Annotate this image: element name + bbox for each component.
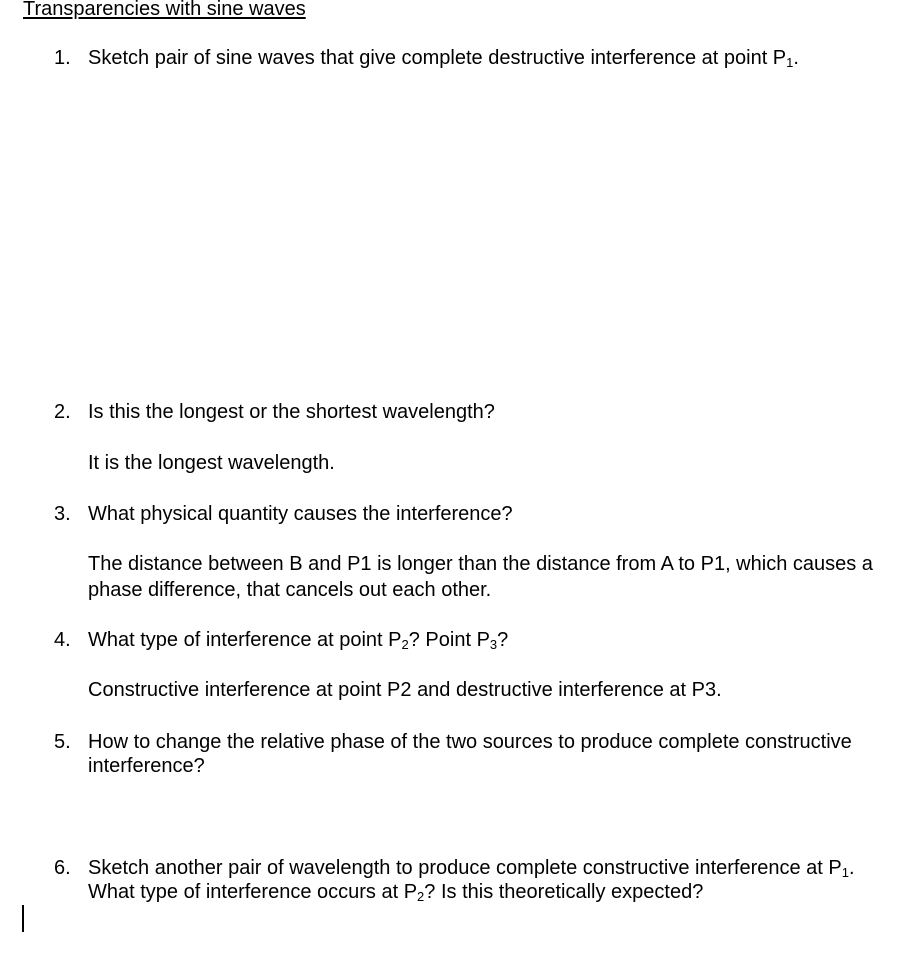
question-text: Is this the longest or the shortest wavelength? xyxy=(88,401,495,423)
question-3 xyxy=(54,502,884,526)
question-number: 2. xyxy=(54,401,71,423)
question-text: What type of interference at point $P_2$? Point $P_3$? xyxy=(88,629,509,652)
text-cursor[interactable] xyxy=(22,905,24,932)
question-number: 4. xyxy=(54,629,71,651)
question-text: Sketch pair of sine waves that give complete destructive interference at point $P_1$. xyxy=(88,47,799,70)
answer-3: The distance between B and P1 is longer than the distance from A to P1, which causes a phase difference, that cancels out each other. xyxy=(88,553,873,601)
answer-2: It is the longest wavelength. xyxy=(88,452,335,474)
question-number: 5. xyxy=(54,731,71,753)
document-title: Transparencies with sine waves xyxy=(23,0,306,20)
question-text: Sketch another pair of wavelength to produce complete constructive interference at $P_1$. What type of interference occurs at $P_2$? Is this theoretically expected? xyxy=(88,857,855,904)
question-text: What physical quantity causes the interference? xyxy=(88,503,513,525)
question-number: 6. xyxy=(54,857,71,879)
question-5 xyxy=(54,730,884,778)
question-number: 1. xyxy=(54,47,71,69)
question-1 xyxy=(54,46,884,70)
answer-4: Constructive interference at point P2 and destructive interference at P3. xyxy=(88,679,722,701)
question-text: How to change the relative phase of the two sources to produce complete constructive interference? xyxy=(88,731,852,777)
question-number: 3. xyxy=(54,503,71,525)
question-4 xyxy=(54,628,884,652)
question-6 xyxy=(54,856,884,904)
question-2 xyxy=(54,400,884,424)
